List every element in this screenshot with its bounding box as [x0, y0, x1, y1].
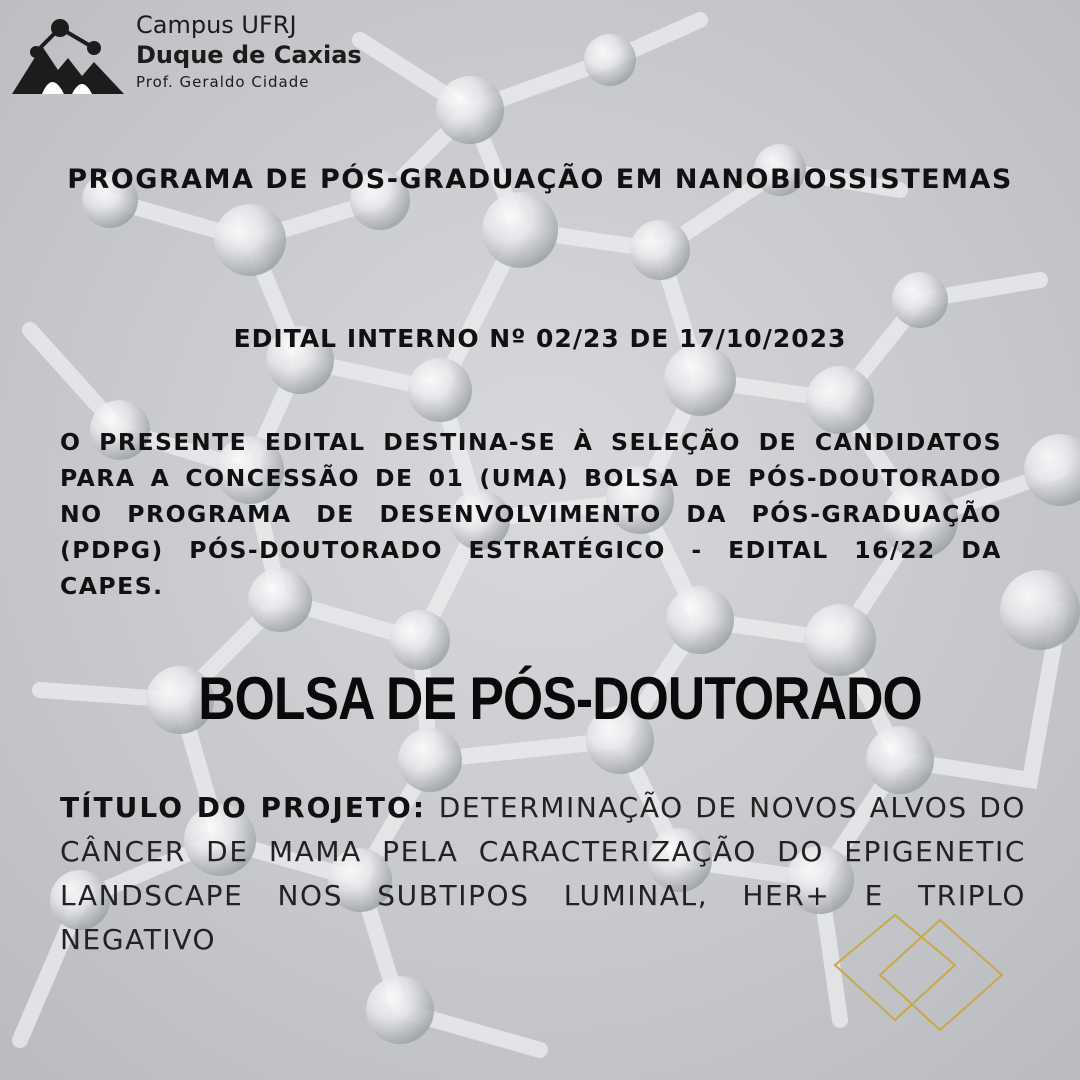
gold-diamonds-icon [830, 910, 1010, 1040]
logo-honoree-name: Prof. Geraldo Cidade [136, 73, 310, 91]
project-title: DETERMINAÇÃO DE NOVOS ALVOS DO CÂNCER DE MAMA PELA CARACTERIZAÇÃO DO EPIGENETIC LANDSCAPE NOS SUBTIPOS LUMINAL, HER+ E TRIPLO NEGATIVO [60, 791, 1026, 956]
ufrj-caxias-logo-icon [12, 12, 124, 96]
edital-description: O PRESENTE EDITAL DESTINA-SE À SELEÇÃO DE CANDIDATOS PARA A CONCESSÃO DE 01 (UMA) BOLSA DE PÓS-DOUTORADO NO PROGRAMA DE DESENVOLVIMENTO DA PÓS-GRADUAÇÃO (PDPG) PÓS-DOUTORADO ESTRATÉGICO - EDITAL 16/22 DA CAPES. [60, 428, 1002, 600]
headline: BOLSA DE PÓS-DOUTORADO [198, 665, 922, 732]
logo-unit-name: Duque de Caxias [136, 41, 362, 69]
edital-number: EDITAL INTERNO Nº 02/23 DE 17/10/2023 [233, 324, 847, 353]
logo-text [136, 10, 362, 94]
logo-campus-name: Campus UFRJ [136, 11, 297, 39]
project-label: TÍTULO DO PROJETO: [60, 791, 439, 824]
program-title: PROGRAMA DE PÓS-GRADUAÇÃO EM NANOBIOSSISTEMAS [67, 164, 1013, 195]
